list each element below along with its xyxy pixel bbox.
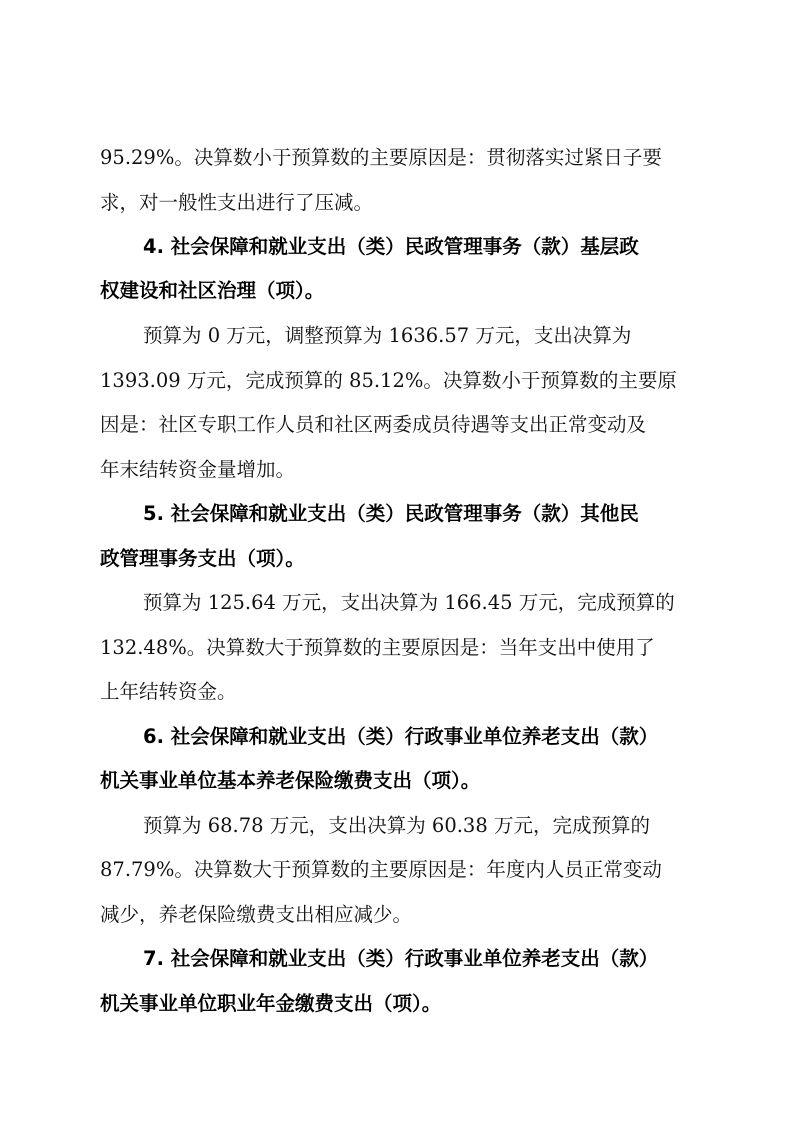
text-line: 1393.09 万元，完成预算的 85.12%。决算数小于预算数的主要原	[100, 369, 677, 392]
text-line: 求，对一般性支出进行了压减。	[100, 191, 374, 214]
section-heading: 政管理事务支出（项）。	[100, 547, 305, 570]
section-heading: 5. 社会保障和就业支出（类）民政管理事务（款）其他民	[143, 502, 639, 525]
section-heading: 机关事业单位职业年金缴费支出（项）。	[100, 992, 442, 1015]
section-heading: 权建设和社区治理（项）。	[100, 279, 325, 302]
text-line: 预算为 68.78 万元，支出决算为 60.38 万元，完成预算的	[143, 814, 650, 837]
text-line: 95.29%。决算数小于预算数的主要原因是：贯彻落实过紧日子要	[100, 146, 662, 169]
section-heading: 4. 社会保障和就业支出（类）民政管理事务（款）基层政	[143, 235, 639, 258]
text-line: 上年结转资金。	[100, 680, 237, 703]
section-heading: 7. 社会保障和就业支出（类）行政事业单位养老支出（款）	[143, 947, 659, 970]
text-line: 132.48%。决算数大于预算数的主要原因是：当年支出中使用了	[100, 636, 655, 659]
text-line: 减少，养老保险缴费支出相应减少。	[100, 903, 413, 926]
text-line: 预算为 125.64 万元，支出决算为 166.45 万元，完成预算的	[143, 591, 675, 614]
text-line: 87.79%。决算数大于预算数的主要原因是：年度内人员正常变动	[100, 858, 662, 881]
text-line: 预算为 0 万元，调整预算为 1636.57 万元，支出决算为	[143, 324, 632, 347]
text-line: 年末结转资金量增加。	[100, 458, 296, 481]
text-line: 因是：社区专职工作人员和社区两委成员待遇等支出正常变动及	[100, 413, 647, 436]
section-heading: 机关事业单位基本养老保险缴费支出（项）。	[100, 769, 481, 792]
section-heading: 6. 社会保障和就业支出（类）行政事业单位养老支出（款）	[143, 725, 659, 748]
